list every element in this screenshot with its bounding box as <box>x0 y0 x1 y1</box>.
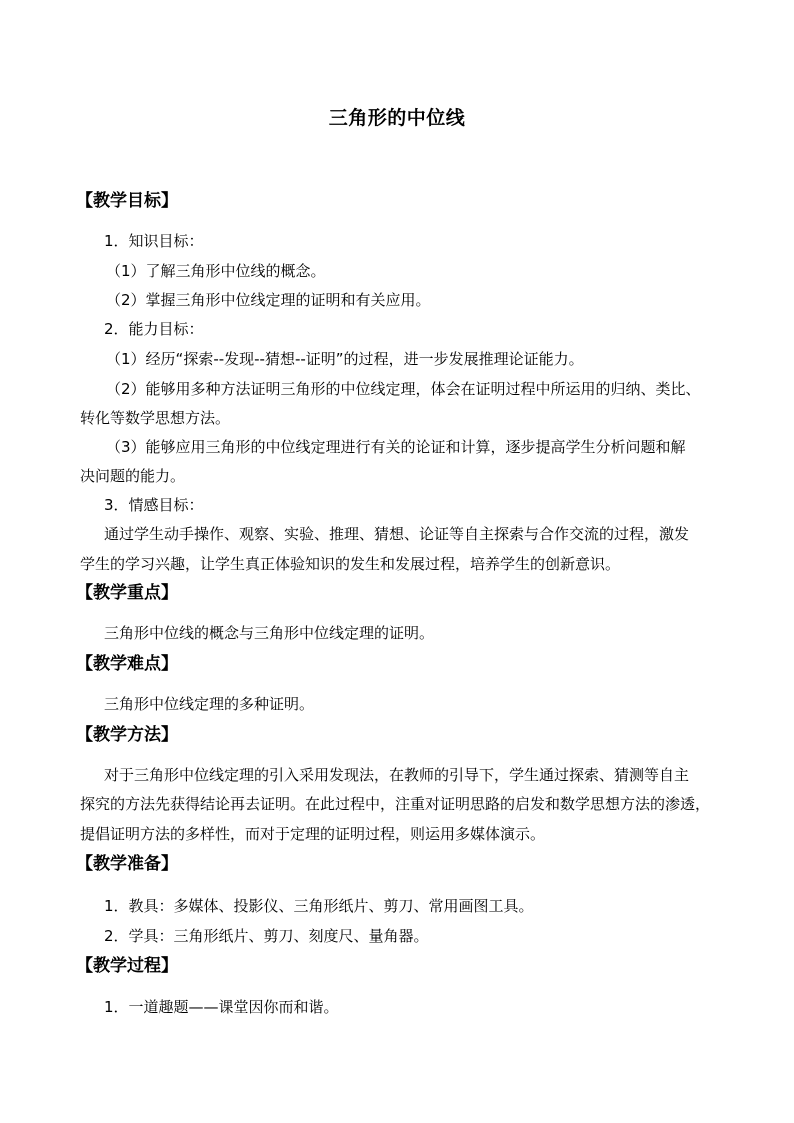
difficulties-text: 三角形中位线定理的多种证明。 <box>104 695 315 713</box>
document-title: 三角形的中位线 <box>328 107 466 129</box>
goal-ability-3-line2: 决问题的能力。 <box>80 467 186 485</box>
goal-ability-2-line2: 转化等数学思想方法。 <box>80 409 231 427</box>
goal-ability-1: （1）经历“探索--发现--猜想--证明”的过程，进一步发展推理论证能力。 <box>106 350 584 368</box>
heading-key-points: 【教学重点】 <box>76 583 178 603</box>
key-points-text: 三角形中位线的概念与三角形中位线定理的证明。 <box>104 624 435 642</box>
goal-emotion-label: 3．情感目标： <box>104 496 204 514</box>
method-line3: 提倡证明方法的多样性，而对于定理的证明过程，则运用多媒体演示。 <box>80 825 546 843</box>
goal-emotion-line2: 学生的学习兴趣，让学生真正体验知识的发生和发展过程，培养学生的创新意识。 <box>80 555 621 573</box>
prep-student-tools: 2．学具：三角形纸片、剪刀、刻度尺、量角器。 <box>104 927 429 945</box>
goal-ability-label: 2．能力目标： <box>104 320 204 338</box>
goal-ability-2-line1: （2）能够用多种方法证明三角形的中位线定理，体会在证明过程中所运用的归纳、类比、 <box>106 380 701 398</box>
heading-preparation: 【教学准备】 <box>76 854 178 874</box>
prep-teaching-aids: 1．教具：多媒体、投影仪、三角形纸片、剪刀、常用画图工具。 <box>104 897 534 915</box>
goal-knowledge-label: 1．知识目标： <box>104 232 204 250</box>
method-line2: 探究的方法先获得结论再去证明。在此过程中，注重对证明思路的启发和数学思想方法的渗透， <box>80 795 711 813</box>
heading-difficulties: 【教学难点】 <box>76 654 178 674</box>
heading-teaching-method: 【教学方法】 <box>76 725 178 745</box>
heading-teaching-process: 【教学过程】 <box>76 956 178 976</box>
goal-emotion-line1: 通过学生动手操作、观察、实验、推理、猜想、论证等自主探索与合作交流的过程，激发 <box>104 525 690 543</box>
method-line1: 对于三角形中位线定理的引入采用发现法，在教师的引导下，学生通过探索、猜测等自主 <box>104 766 690 784</box>
goal-knowledge-2: （2）掌握三角形中位线定理的证明和有关应用。 <box>106 291 431 309</box>
goal-ability-3-line1: （3）能够应用三角形的中位线定理进行有关的论证和计算，逐步提高学生分析问题和解 <box>106 438 686 456</box>
process-step-1: 1．一道趣题——课堂因你而和谐。 <box>104 998 339 1016</box>
heading-teaching-goals: 【教学目标】 <box>76 191 178 211</box>
goal-knowledge-1: （1）了解三角形中位线的概念。 <box>106 262 326 280</box>
